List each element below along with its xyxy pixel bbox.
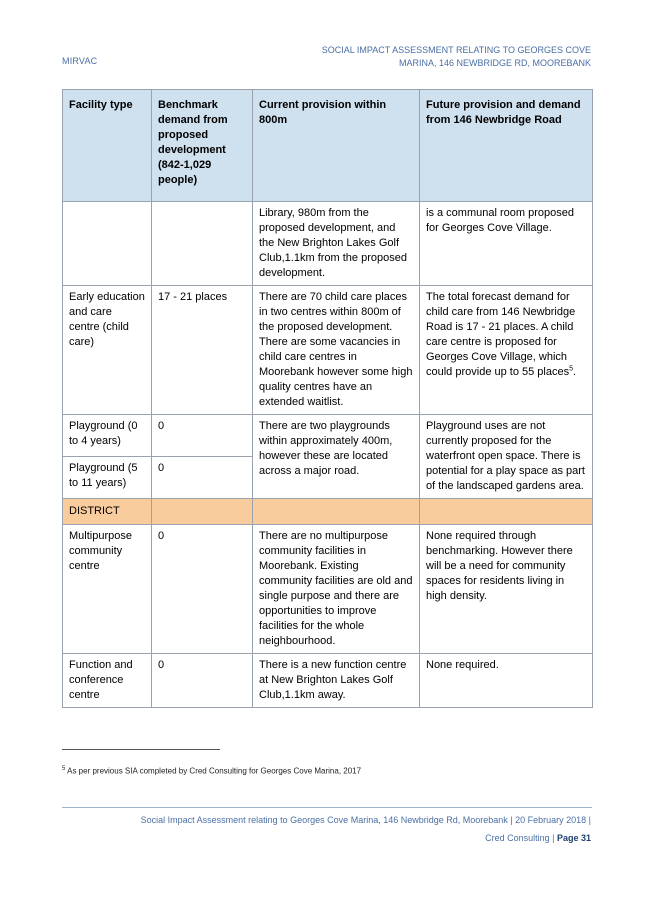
future-provision-end: . [573,366,577,378]
facility-table [62,89,593,708]
footnote-text: As per previous SIA completed by Cred Consulting for Georges Cove Marina, 2017 [67,766,362,776]
table-row [63,654,593,708]
footnote [62,766,361,776]
current-provision-cell: There are 70 child care places in two centres within 800m of the proposed development. There are some vacancies in child care centres in Moorebank however some high quality centres have an extended waitlist. [253,286,420,415]
section-label: DISTRICT [63,499,152,525]
footer-separator: | [549,833,557,843]
section-row-district [63,499,593,525]
current-provision-cell: There is a new function centre at New Brighton Lakes Golf Club,1.1km away. [253,654,420,708]
section-empty-cell [420,499,593,525]
footnote-number: 5 [62,766,66,772]
facility-cell: Playground (5 to 11 years) [63,457,152,499]
column-header-current-provision: Current provision within 800m [253,90,420,202]
table-row [63,415,593,457]
future-provision-cell: is a communal room proposed for Georges Cove Village. [420,202,593,286]
future-provision-cell: Playground uses are not currently proposed for the waterfront open space. There is potential for a play space as part of the landscaped gardens area. [420,415,593,499]
table-row [63,202,593,286]
table-header-row [63,90,593,202]
current-provision-cell: Library, 980m from the proposed development, and the New Brighton Lakes Golf Club,1.1km from the proposed development. [253,202,420,286]
future-provision-cell: None required. [420,654,593,708]
demand-cell [152,202,253,286]
footer-line1: Social Impact Assessment relating to Georges Cove Marina, 146 Newbridge Rd, Moorebank | 20 February 2018 | [140,815,591,825]
footnote-divider [62,749,220,750]
demand-cell: 0 [152,525,253,654]
table-row [63,286,593,415]
facility-cell: Function and conference centre [63,654,152,708]
footer-company: Cred Consulting [485,833,550,843]
facility-cell: Playground (0 to 4 years) [63,415,152,457]
section-empty-cell [253,499,420,525]
current-provision-cell: There are no multipurpose community facilities in Moorebank. Existing community facilities are old and single purpose and there are opportunities to improve facilities for the whole neighbourhood. [253,525,420,654]
header-right-line2: MARINA, 146 NEWBRIDGE RD, MOOREBANK [398,58,591,68]
header-right-line1: SOCIAL IMPACT ASSESSMENT RELATING TO GEORGES COVE [321,45,591,55]
section-empty-cell [152,499,253,525]
table-row [63,525,593,654]
footnote-reference: 5 [569,365,574,373]
header-left: MIRVAC [62,56,98,66]
page-number: Page 31 [556,833,591,843]
future-provision-cell [420,286,593,415]
demand-cell: 0 [152,415,253,457]
column-header-future-provision: Future provision and demand from 146 Newbridge Road [420,90,593,202]
footer-line2 [485,833,591,843]
future-provision-text: The total forecast demand for child care from 146 Newbridge Road is 17 - 21 places. A child care centre is proposed for Georges Cove Village, which could provide up to 55 places [426,291,576,378]
facility-cell: Early education and care centre (child care) [63,286,152,415]
demand-cell: 17 - 21 places [152,286,253,415]
facility-cell [63,202,152,286]
demand-cell: 0 [152,457,253,499]
column-header-facility-type: Facility type [63,90,152,202]
column-header-benchmark-demand: Benchmark demand from proposed development (842-1,029 people) [152,90,253,202]
current-provision-cell: There are two playgrounds within approximately 400m, however these are located across a major road. [253,415,420,499]
facility-cell: Multipurpose community centre [63,525,152,654]
demand-cell: 0 [152,654,253,708]
footer-divider [62,807,592,808]
future-provision-cell: None required through benchmarking. However there will be a need for community spaces for residents living in high density. [420,525,593,654]
header-right [261,44,591,70]
